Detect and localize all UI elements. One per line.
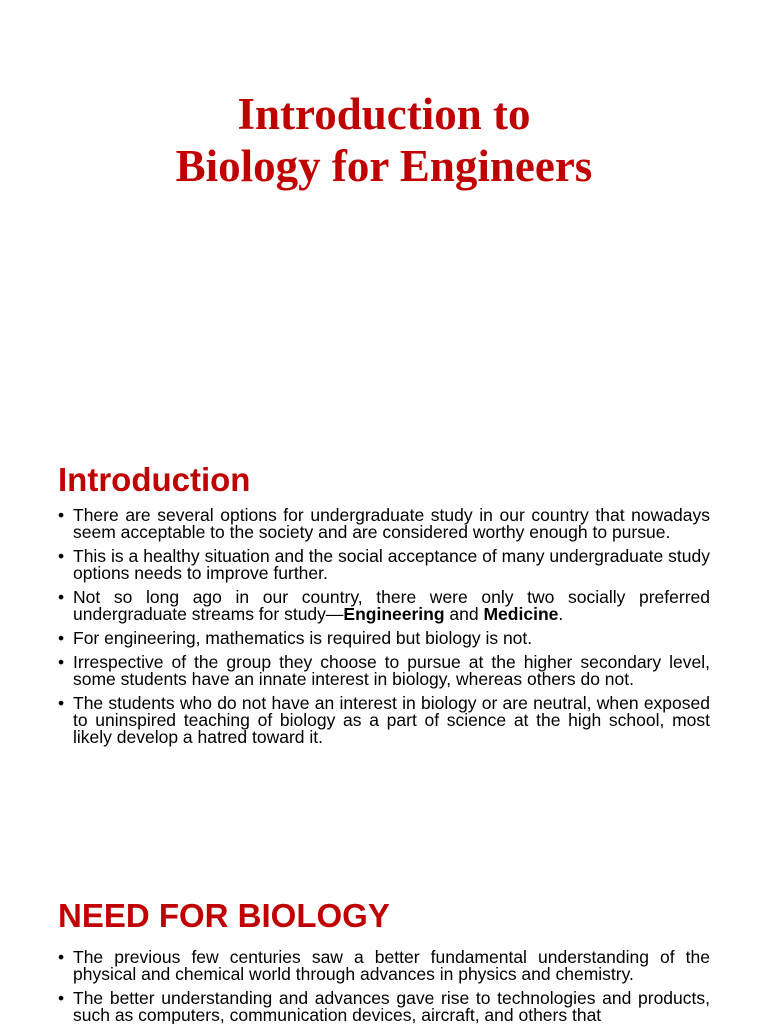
bullet-item: • There are several options for undergraduate study in our country that nowadays seem acceptable to the society and are considered worthy enough to pursue.: [58, 507, 710, 541]
need-for-biology-slide: [0, 864, 768, 1024]
bullet-list: [58, 949, 710, 1024]
bullet-list: [58, 507, 710, 753]
introduction-slide: [0, 432, 768, 864]
title-line-2: Biology for Engineers: [175, 141, 593, 191]
bullet-item: • For engineering, mathematics is required but biology is not.: [58, 630, 710, 647]
bullet-text: .: [558, 604, 564, 624]
bullet-item: • Irrespective of the group they choose to pursue at the higher secondary level, some students have an innate interest in biology, whereas others do not.: [58, 654, 710, 688]
bullet-text: Not so long ago in our country, there were only two socially preferred undergraduate streams for study—: [73, 587, 710, 624]
bullet-item: • The previous few centuries saw a better fundamental understanding of the physical and chemical world through advances in physics and chemistry.: [58, 949, 710, 983]
section-heading: Introduction: [58, 461, 251, 498]
section-heading: NEED FOR BIOLOGY: [58, 897, 390, 934]
bullet-item: • The students who do not have an interest in biology or are neutral, when exposed to uninspired teaching of biology as a part of science at the high school, most likely develop a hatred toward it.: [58, 695, 710, 746]
bullet-text: and: [444, 604, 484, 624]
title-slide: [0, 0, 768, 432]
bold-term-medicine: Medicine: [483, 604, 559, 624]
bullet-item: [58, 589, 710, 623]
bullet-item: • The better understanding and advances gave rise to technologies and products, such as computers, communication devices, aircraft, and others that: [58, 990, 710, 1024]
title-line-1: Introduction to: [237, 89, 531, 139]
bullet-item: • This is a healthy situation and the social acceptance of many undergraduate study options needs to improve further.: [58, 548, 710, 582]
slide-title: [0, 88, 768, 192]
bold-term-engineering: Engineering: [343, 604, 445, 624]
